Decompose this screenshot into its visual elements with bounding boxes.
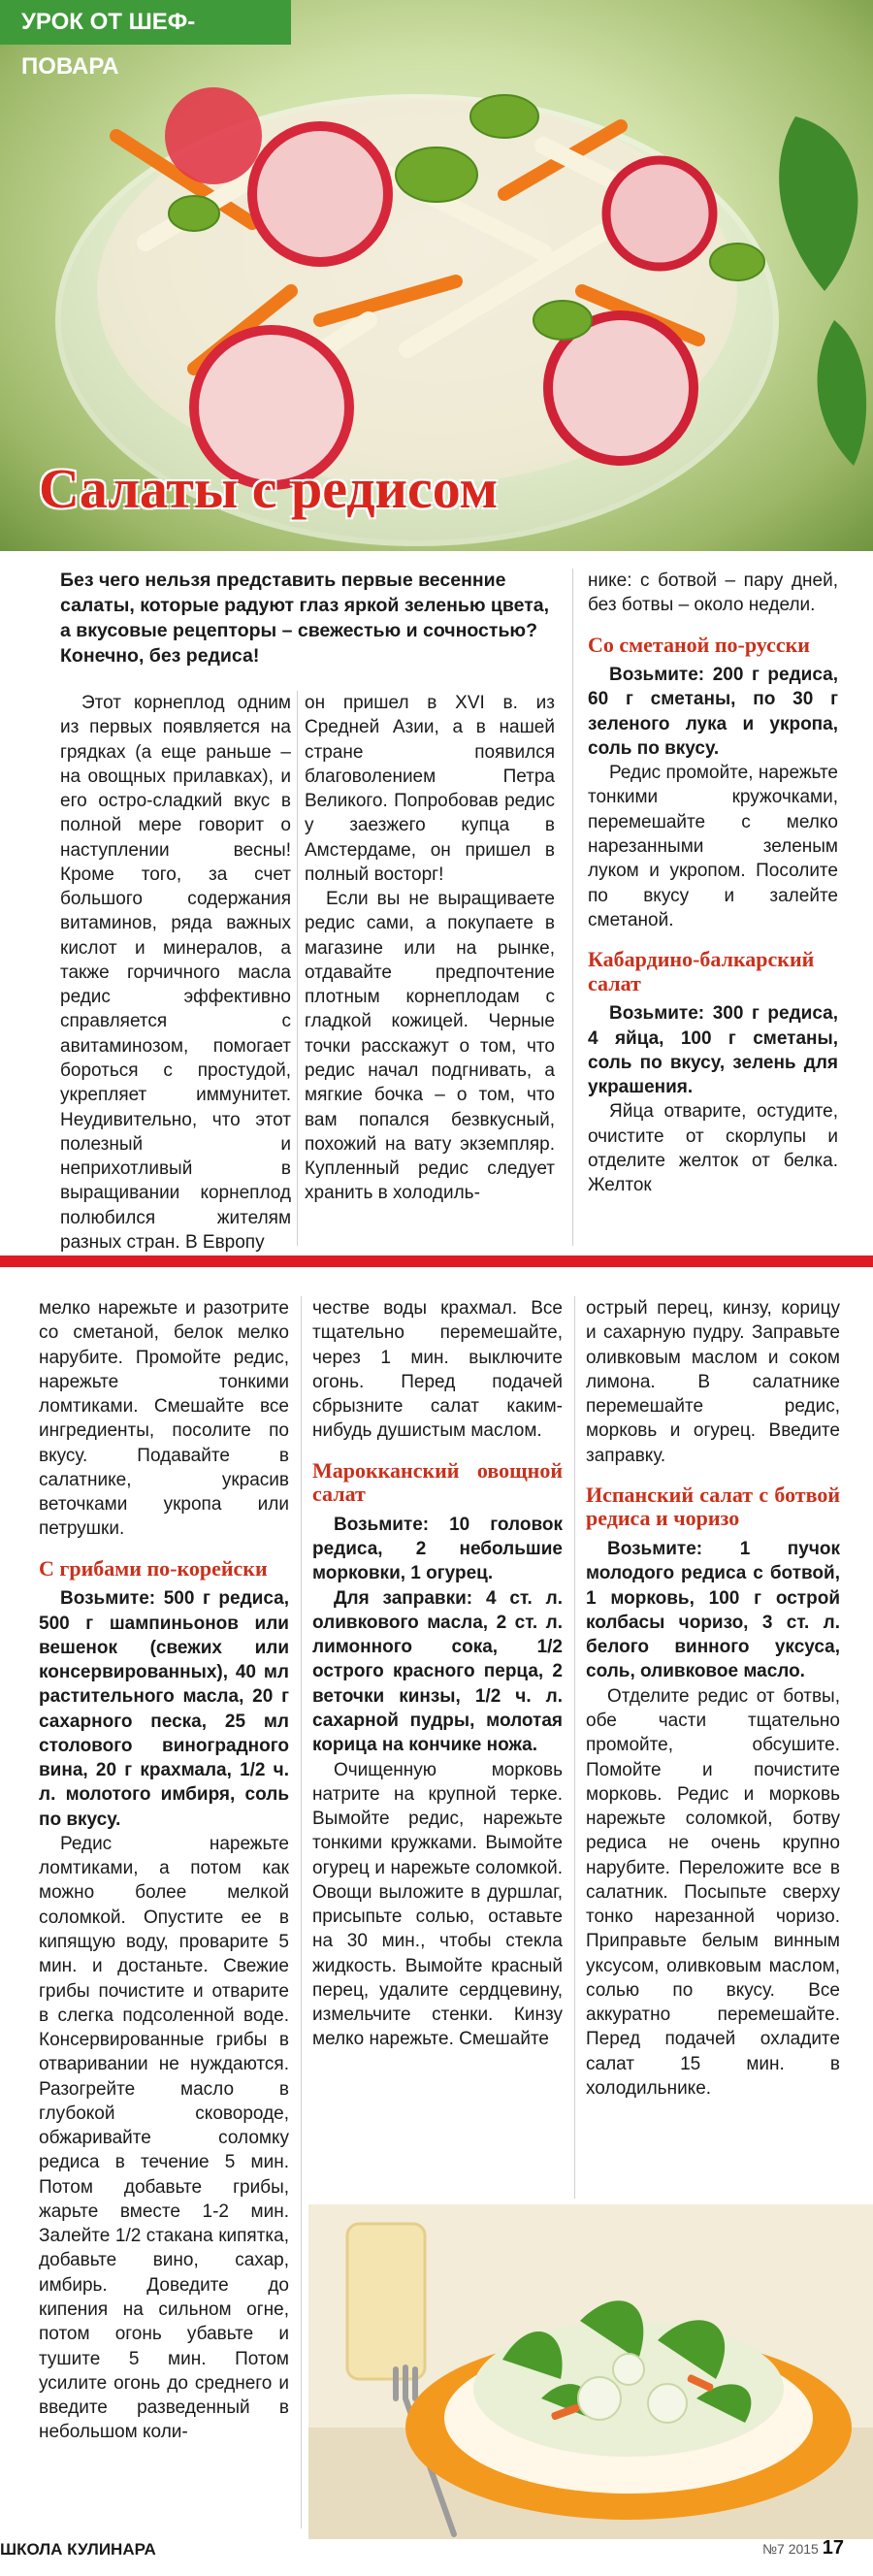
salad-photo <box>308 2204 873 2539</box>
lead-paragraph: Без чего нельзя представить первые весенние салаты, которые радуют глаз яркой зеленью цвета, а вкусовые рецепторы – свежестью и сочностью? Конечно, без редиса! <box>60 570 550 667</box>
bottom-column-1 <box>39 1296 289 2445</box>
storage-text: нике: с ботвой – пару дней, без ботвы – около недели. <box>588 571 838 616</box>
recipe-ingredients: Возьмите: 10 головок редиса, 2 небольшие морковки, 1 огурец. <box>312 1514 563 1584</box>
page-number: 17 <box>822 2537 844 2559</box>
recipe-ingredients: Возьмите: 200 г редиса, 60 г сметаны, по 30 г зеленого лука и укропа, соль по вкусу. <box>588 665 838 759</box>
bottom-column-2 <box>312 1296 563 2052</box>
column-rule <box>297 691 298 1246</box>
recipe-method: Редис нарежьте ломтиками, а потом как можно более мелкой соломкой. Опустите ее в кипящую воду, проварите 5 мин. и достаньте. Свежие грибы почистите и отварите в слегка подсоленной воде. Консервированные грибы в отваривании не нуждаются. Разогрейте масло в глубокой сковороде, обжаривайте соломку редиса в течение 5 мин. Потом добавьте грибы, жарьте вместе 1-2 мин. Залейте 1/2 стакана кипятка, добавьте вино, сахар, имбирь. Доведите до кипения на сильном огне, потом огонь убавьте и тушите 5 мин. Потом усилите огонь до среднего и введите разведенный в небольшом коли- <box>39 1833 289 2443</box>
recipe-ingredients: Возьмите: 500 г редиса, 500 г шампиньонов или вешенок (свежих или консервированных), 40 мл растительного масла, 20 г сахарного песка, 25 мл столового виноградного вина, 20 г крахмала, 1/2 ч. л. молотого имбиря, соль по вкусу. <box>39 1588 289 1830</box>
history-text: он пришел в XVI в. из Средней Азии, а в нашей стране появился благоволением Петра Великого. Попробовав редис у заезжего купца в Амстердаме, он пришел в полный восторг! <box>305 693 555 885</box>
column-rule <box>301 1296 302 2528</box>
bottom-column-3 <box>586 1296 840 2101</box>
intro-text: Этот корнеплод одним из первых появляется на грядках (а еще раньше – на овощных прилавках), и его остро-сладкий вкус в полной мере говорит о наступлении весны! Кроме того, за счет большого содержания витаминов, ряда важных кислот и минералов, а также горчичного масла редис эффективно справляется с авитаминозом, помогает бороться с простудой, укрепляет иммунитет. Неудивительно, что этот полезный и неприхотливый в выращивании корнеплод полюбился жителям разных стран. В Европу <box>60 693 291 1253</box>
section-tag: УРОК ОТ ШЕФ-ПОВАРА <box>0 0 291 45</box>
recipe-title-moroccan: Марокканский овощной салат <box>312 1457 563 1507</box>
recipe-method: Яйца отварите, остудите, очистите от скорлупы и отделите желток от белка. Желток <box>588 1101 838 1196</box>
continued-text: острый перец, кинзу, корицу и сахарную пудру. Заправьте оливковым маслом и соком лимона. В салатнике перемешайте редис, морковь и огурец. Введите заправку. <box>586 1298 840 1466</box>
column-rule <box>574 1296 575 2199</box>
page-title: Салаты с редисом <box>39 457 499 520</box>
top-column-1 <box>60 691 291 1255</box>
recipe-method: Отделите редис от ботвы, обе части тщательно промойте, обсушите. Помойте и почистите морковь. Редис и морковь нарежьте соломкой, ботву редиса не очень крупно нарубите. Переложите все в салатник. Посыпьте сверху тонко нарезанной чоризо. Приправьте белым винным уксусом, оливковым маслом, солью по вкусу. Все аккуратно перемешайте. Перед подачей охладите салат 15 мин. в холодильнике. <box>586 1685 840 2099</box>
recipe-ingredients: Возьмите: 1 пучок молодого редиса с ботвой, 1 морковь, 100 г острой колбасы чоризо, 3 ст. л. белого винного уксуса, соль, оливковое масло. <box>586 1539 840 1682</box>
recipe-method: Редис промойте, нарежьте тонкими кружочками, перемешайте с мелко нарезанными зеленым луком и укропом. Посолите по вкусу и залейте сметаной. <box>588 763 838 930</box>
salad-plate-illustration <box>308 2204 873 2539</box>
page-divider <box>0 1255 873 1267</box>
recipe-ingredients: Возьмите: 300 г редиса, 4 яйца, 100 г сметаны, соль по вкусу, зелень для украшения. <box>588 1003 838 1098</box>
page-footer <box>762 2537 844 2560</box>
recipe-title-mushrooms: С грибами по-корейски <box>39 1555 268 1581</box>
recipe-dressing: Для заправки: 4 ст. л. оливкового масла, 2 ст. л. лимонного сока, 1/2 острого красного перца, 2 веточки кинзы, 1/2 ч. л. сахарной пудры, молотая корица на кончике ножа. <box>312 1587 563 1756</box>
recipe-title-sour-cream: Со сметаной по-русски <box>588 632 810 657</box>
top-column-2 <box>305 691 555 1206</box>
issue-number: №7 2015 <box>762 2541 819 2557</box>
choosing-text: Если вы не выращиваете редис сами, а покупаете в магазине или на рынке, отдавайте предпочтение плотным корнеплодам с гладкой кожицей. Черные точки расскажут о том, что редис начал подгнивать, а мягкие бочка – о том, что вам попался безвкусный, похожий на вату экземпляр. Купленный редис следует хранить в холодиль- <box>305 889 555 1204</box>
recipe-title-kabardino: Кабардино-балкарский салат <box>588 947 815 995</box>
magazine-name: ШКОЛА КУЛИНАРА <box>0 2540 156 2559</box>
top-column-3 <box>588 569 838 1197</box>
continued-text: честве воды крахмал. Все тщательно перемешайте, через 1 мин. выключите огонь. Перед подачей сбрызните салат каким-нибудь душистым маслом. <box>312 1298 563 1442</box>
column-rule <box>572 569 573 1246</box>
recipe-title-spanish: Испанский салат с ботвой редиса и чоризо <box>586 1482 840 1531</box>
recipe-method: Очищенную морковь натрите на крупной терке. Вымойте редис, нарежьте тонкими кружками. Вымойте огурец и нарежьте соломкой. Овощи выложите в дуршлаг, присыпьте солью, оставьте на 30 мин., чтобы стекла жидкость. Вымойте красный перец, удалите сердцевину, измельчите стенки. Кинзу мелко нарежьте. Смешайте <box>312 1759 563 2050</box>
continued-text: мелко нарежьте и разотрите со сметаной, белок мелко нарубите. Промойте редис, нарежьте тонкими ломтиками. Смешайте все ингредиенты, посолите по вкусу. Подавайте в салатнике, украсив веточками укропа или петрушки. <box>39 1298 289 1540</box>
